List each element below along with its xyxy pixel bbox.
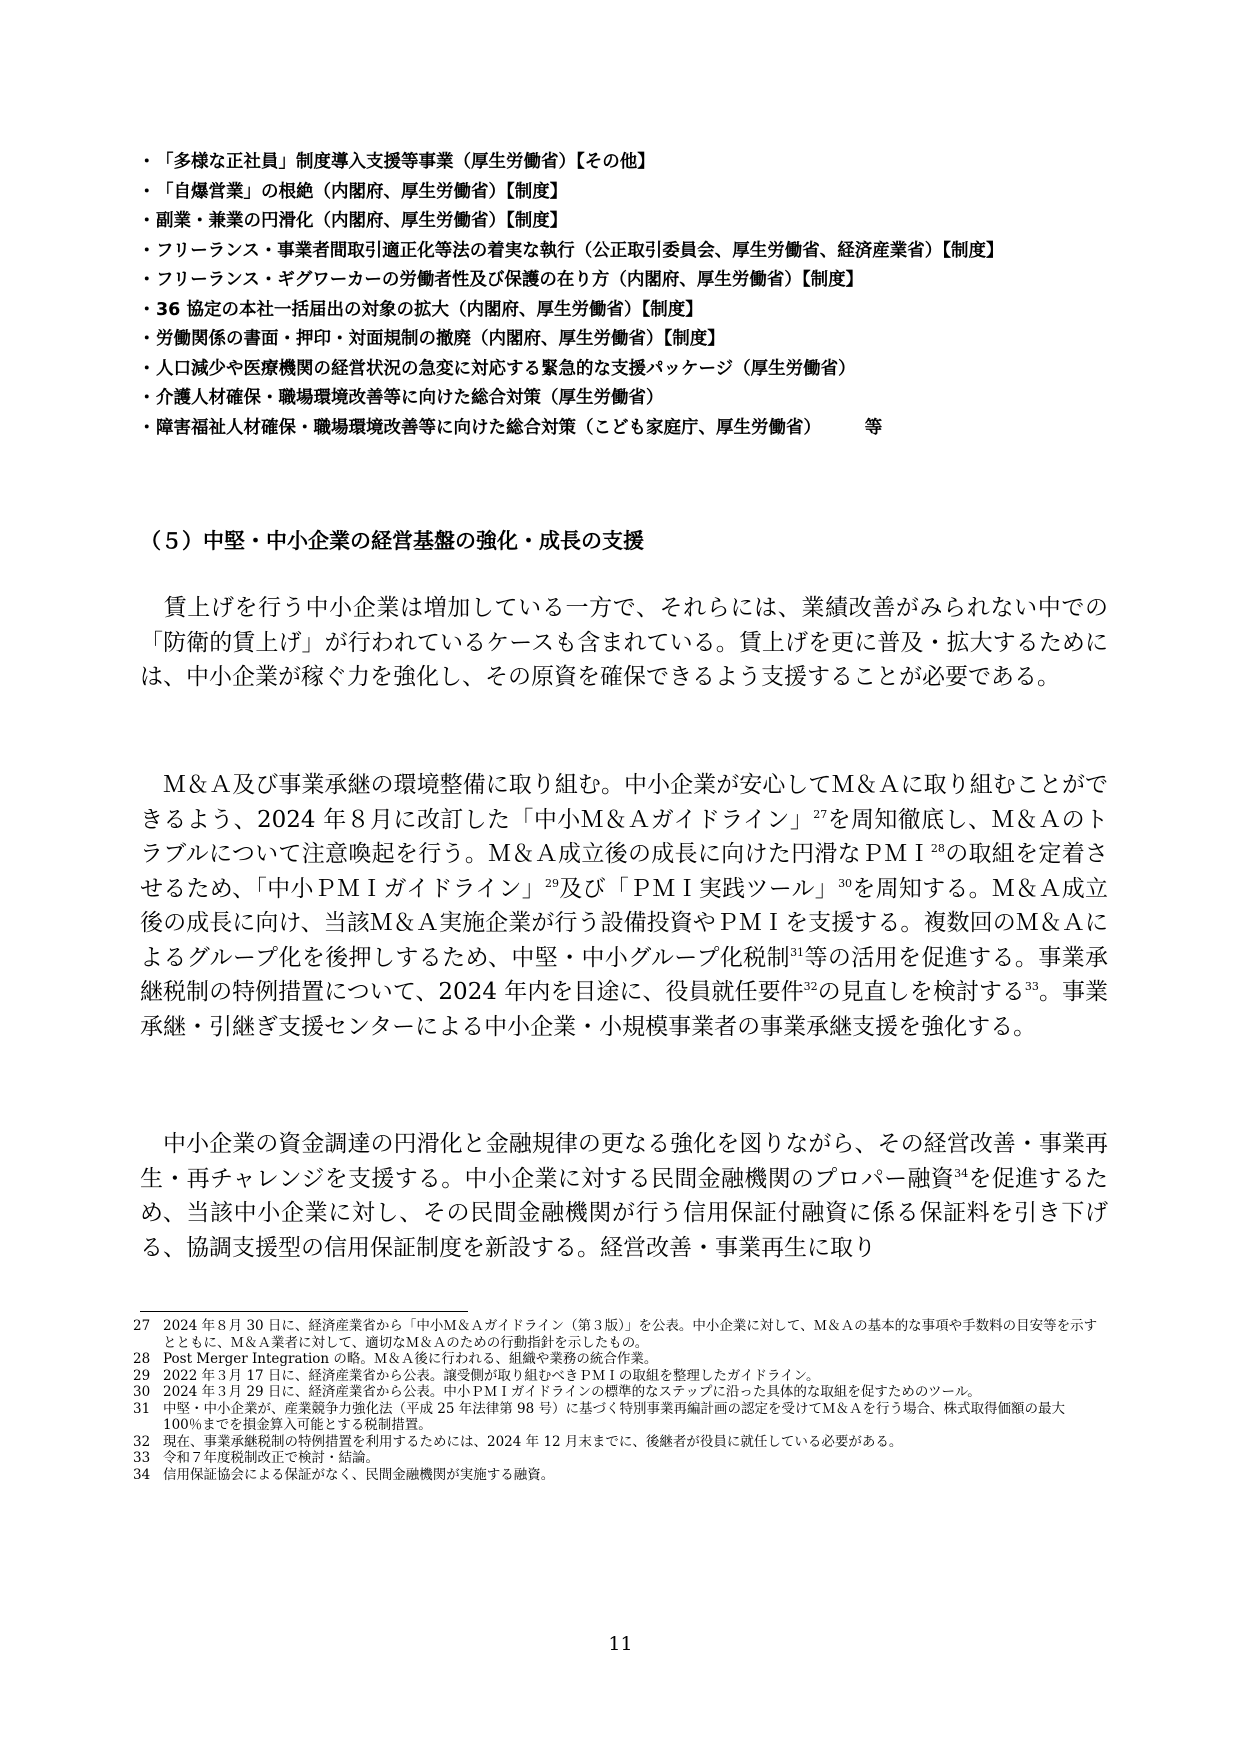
bullet-item [138,355,1108,385]
bullet-mark: ・ [138,181,156,202]
footnote-text: 中堅・中小企業が、産業競争力強化法（平成 25 年法律第 98 号）に基づく特別事業再編計画の認定を受けてＭ＆Ａを行う場合、株式取得価額の最大 100％までを損金算入可能とする税制措置。 [163,1400,1066,1433]
bullet-mark: ・ [138,152,156,172]
footnote-number: 29 [133,1367,151,1384]
footnote-item [133,1351,1108,1368]
bullet-mark: ・ [138,211,156,231]
bullet-mark: ・ [138,240,156,261]
footnote-text: 令和７年度税制改正で検討・結論。 [163,1450,379,1466]
footnote-item [133,1450,1108,1467]
bullet-text: フリーランス・事業者間取引適正化等法の着実な執行（公正取引委員会、厚生労働省、経済産業省）【制度】 [156,240,1004,261]
bullet-mark: ・ [138,417,156,438]
bullet-item [138,266,1108,296]
footnote-number: 30 [133,1384,151,1400]
footnote-item [133,1401,1108,1434]
bullet-item [138,296,1108,326]
paragraph-text: の取組を定着させるため、「中小ＰＭＩガイドライン」 [140,841,1109,902]
bullet-item [138,414,1108,444]
bullet-item [138,325,1108,355]
bullet-text: フリーランス・ギグワーカーの労働者性及び保護の在り方（内閣府、厚生労働省）【制度】 [156,270,864,290]
footnote-ref[interactable]: 34 [954,1166,969,1180]
footnote-ref[interactable]: 30 [838,876,853,890]
footnote-ref[interactable]: 29 [545,876,560,890]
footnote-ref[interactable]: 28 [930,842,945,855]
paragraph-text: 中小企業の資金調達の円滑化と金融規律の更なる強化を図りながら、その経営改善・事業再生・再チャレンジを支援する。中小企業に対する民間金融機関のプロパー融資 [140,1131,1108,1192]
bullet-text: 労働関係の書面・押印・対面規制の撤廃（内閣府、厚生労働省）【制度】 [156,329,725,349]
paragraph-text: 。事業承継・引継ぎ支援センターによる中小企業・小規模事業者の事業承継支援を強化する。 [140,979,1109,1040]
footnote-item [133,1434,1108,1451]
footnote-text: 現在、事業承継税制の特例措置を利用するためには、2024 年 12 月末までに、後継者が役員に就任している必要がある。 [163,1433,903,1450]
bullet-item [138,237,1108,267]
footnote-ref[interactable]: 32 [803,980,818,993]
paragraph-text: の見直しを検討する [817,979,1025,1005]
footnote-ref[interactable]: 31 [790,945,805,959]
footnote-ref[interactable]: 33 [1024,980,1039,993]
footnote-list [133,1318,1108,1483]
bullet-text: 介護人材確保・職場環境改善等に向けた総合対策（厚生労働省） [156,388,664,408]
policy-bullet-list [138,148,1108,443]
footnote-text: 2024 年８月 30 日に、経済産業省から「中小Ｍ＆Ａガイドライン（第３版）」を公表。中小企業に対して、Ｍ＆Ａの基本的な事項や手数料の目安等を示すとともに、Ｍ＆Ａ業者に対して、適切なＭ＆Ａのための行動指針を示したもの。 [163,1318,1098,1351]
footnote-number: 27 [133,1318,151,1334]
body-paragraph [140,768,1108,1044]
bullet-text: 副業・兼業の円滑化（内閣府、厚生労働省）【制度】 [156,211,568,231]
footnote-number: 33 [133,1450,151,1466]
bullet-text: 36 協定の本社一括届出の対象の拡大（内閣府、厚生労働省）【制度】 [156,299,703,320]
footnote-item [133,1368,1108,1385]
footnote-number: 34 [133,1466,151,1483]
bullet-item [138,384,1108,414]
footnote-item [133,1318,1108,1351]
footnote-text: 2022 年３月 17 日に、経済産業省から公表。譲受側が取り組むべきＰＭＩの取組を整理したガイドライン。 [163,1367,820,1384]
bullet-text: 「多様な正社員」制度導入支援等事業（厚生労働省）【その他】 [156,152,655,172]
footnote-text: 信用保証協会による保証がなく、民間金融機関が実施する融資。 [163,1466,555,1483]
bullet-text: 「自爆営業」の根絶（内閣府、厚生労働省）【制度】 [156,181,568,202]
paragraph-text: を促進するため、当該中小企業に対し、その民間金融機関が行う信用保証付融資に係る保証料を引き下げる、協調支援型の信用保証制度を新設する。経営改善・事業再生に取り [140,1165,1109,1261]
body-paragraph [140,1127,1108,1265]
footnote-number: 31 [133,1400,151,1417]
footnote-divider [140,1311,468,1312]
bullet-mark: ・ [138,358,156,379]
paragraph-text: 賃上げを行う中小企業は増加している一方で、それらには、業績改善がみられない中での「防衛的賃上げ」が行われているケースも含まれている。賃上げを更に普及・拡大するためには、中小企業が稼ぐ力を強化し、その原資を確保できるよう支援することが必要である。 [140,595,1108,690]
footnote-text: Post Merger Integration の略。Ｍ＆Ａ後に行われる、組織や業務の統合作業。 [163,1351,658,1367]
footnote-number: 28 [133,1351,151,1367]
footnote-item [133,1384,1108,1401]
section-heading: （５）中堅・中小企業の経営基盤の強化・成長の支援 [140,529,644,553]
bullet-mark: ・ [138,270,156,290]
paragraph-text: を周知する。Ｍ＆Ａ成立後の成長に向け、当該Ｍ＆Ａ実施企業が行う設備投資やＰＭＩを支援する。複数回のＭ＆Ａによるグループ化を後押しするため、中堅・中小グループ化税制 [140,875,1109,971]
bullet-mark: ・ [138,329,156,349]
footnote-ref[interactable]: 27 [813,807,828,821]
bullet-text: 人口減少や医療機関の経営状況の急変に対応する緊急的な支援パッケージ（厚生労働省） [156,358,856,379]
paragraph-text: 及び「ＰＭＩ実践ツール」 [559,875,839,902]
paragraph-text: Ｍ＆Ａ及び事業承継の環境整備に取り組む。中小企業が安心してＭ＆Ａに取り組むことができるよう、2024 年８月に改訂した「中小Ｍ＆Ａガイドライン」 [140,772,1108,833]
bullet-item [138,207,1108,237]
paragraph-text: 等の活用を促進する。事業承継税制の特例措置について、2024 年内を目途に、役員就任要件 [140,944,1109,1005]
footnote-item [133,1467,1108,1484]
bullet-text: 障害福祉人材確保・職場環境改善等に向けた総合対策（こども家庭庁、厚生労働省） 等 [156,417,883,438]
page-number: 11 [608,1633,633,1655]
footnote-text: 2024 年３月 29 日に、経済産業省から公表。中小ＰＭＩガイドラインの標準的なステップに沿った具体的な取組を促すためのツール。 [163,1384,981,1400]
paragraph-text: を周知徹底し、Ｍ＆Ａのトラブルについて注意喚起を行う。Ｍ＆Ａ成立後の成長に向けた円滑なＰＭＩ [140,806,1108,867]
bullet-item [138,178,1108,208]
bullet-item [138,148,1108,178]
bullet-mark: ・ [138,388,156,408]
bullet-mark: ・ [138,299,156,320]
footnote-number: 32 [133,1433,151,1450]
body-paragraph [140,591,1108,695]
